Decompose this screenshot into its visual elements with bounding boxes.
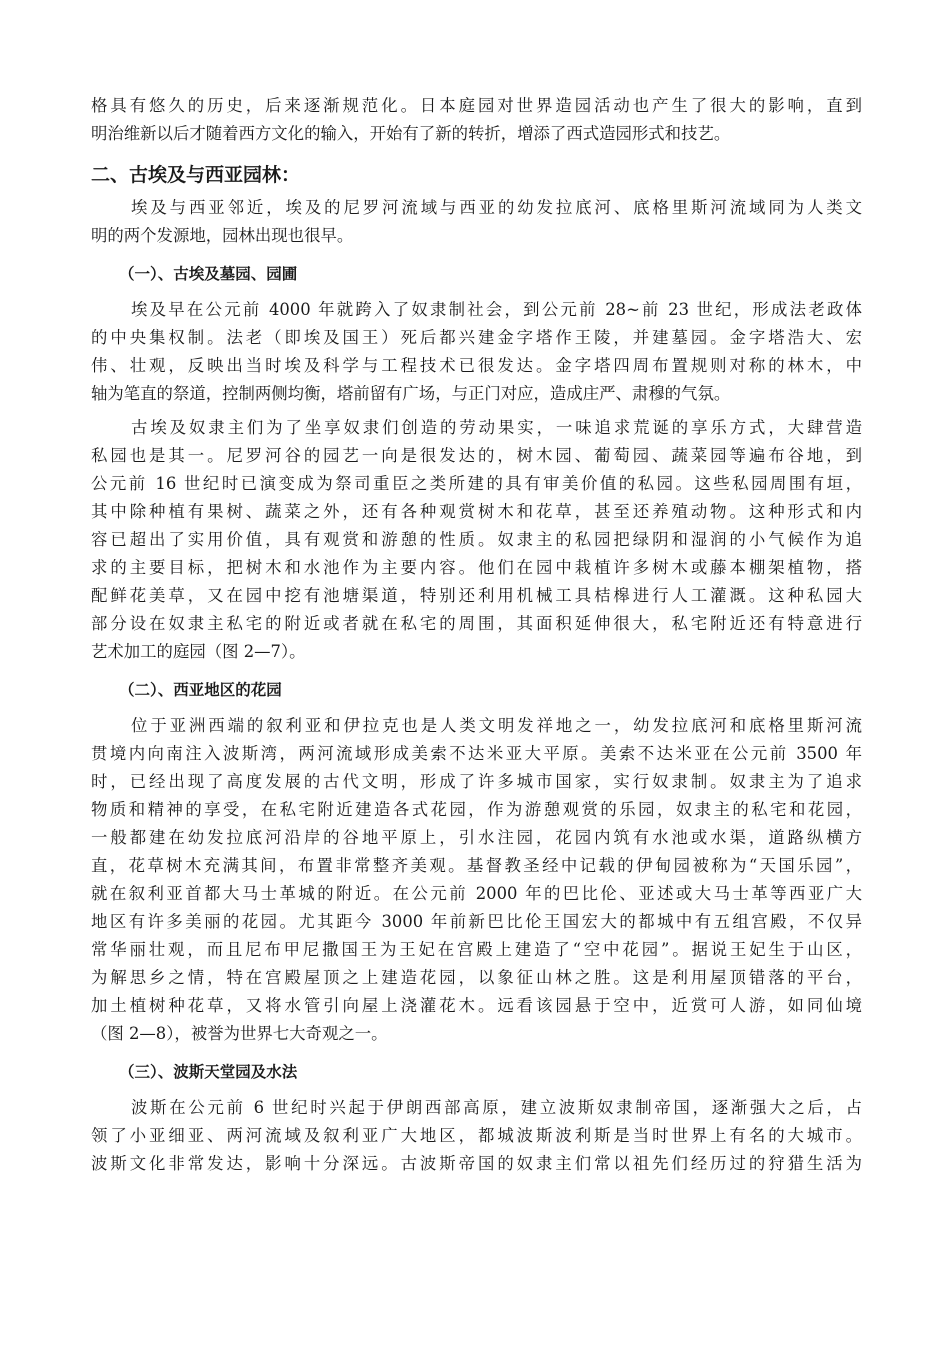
text-line: 时，已经出现了高度发展的古代文明，形成了许多城市国家，实行奴隶制。奴隶主为了追求	[91, 772, 862, 791]
subsection-heading-persia: （三）、波斯天堂园及水法	[119, 1063, 298, 1081]
text-line: 波斯在公元前 6 世纪时兴起于伊朗西部高原，建立波斯奴隶制帝国，逐渐强大之后，占	[131, 1098, 862, 1117]
text-line: 明的两个发源地，园林出现也很早。	[91, 226, 354, 245]
paragraph	[91, 1094, 862, 1178]
text-line: 常华丽壮观，而且尼布甲尼撒国王为王妃在宫殿上建造了“空中花园”。据说王妃生于山区，	[91, 940, 862, 959]
text-line: 伟、壮观，反映出当时埃及科学与工程技术已很发达。金字塔四周布置规则对称的林木，中	[91, 356, 862, 375]
text-line: 配鲜花美草，又在园中挖有池塘渠道，特别还利用机械工具桔槔进行人工灌溉。这种私园大	[91, 586, 862, 605]
text-line: 就在叙利亚首都大马士革城的附近。在公元前 2000 年的巴比伦、亚述或大马士革等西亚广大	[91, 884, 862, 903]
paragraph	[91, 712, 862, 1048]
text-line: 直，花草树木充满其间，布置非常整齐美观。基督教圣经中记载的伊甸园被称为“天国乐园”，	[91, 856, 862, 875]
text-line: 部分设在奴隶主私宅的附近或者就在私宅的周围，其面积延伸很大，私宅附近还有特意进行	[91, 614, 862, 633]
paragraph	[91, 296, 862, 408]
intro-paragraph	[91, 92, 862, 148]
text-line: 艺术加工的庭园（图 2—7）。	[91, 642, 306, 661]
text-line: 求的主要目标，把树木和水池作为主要内容。他们在园中栽植许多树木或藤本棚架植物，搭	[91, 558, 862, 577]
section-intro-paragraph	[91, 194, 862, 250]
text-line: 领了小亚细亚、两河流域及叙利亚广大地区，都城波斯波利斯是当时世界上有名的大城市。	[91, 1126, 862, 1145]
text-line: 地区有许多美丽的花园。尤其距今 3000 年前新巴比伦王国宏大的都城中有五组宫殿，不仅异	[91, 912, 862, 931]
text-line: 容已超出了实用价值，具有观赏和游憩的性质。奴隶主的私园把绿阴和湿润的小气候作为追	[91, 530, 862, 549]
text-line: 其中除种植有果树、蔬菜之外，还有各种观赏树木和花草，甚至还养殖动物。这种形式和内	[91, 502, 862, 521]
section-heading: 二、古埃及与西亚园林：	[91, 164, 301, 186]
text-line: 轴为笔直的祭道，控制两侧均衡，塔前留有广场，与正门对应，造成庄严、肃穆的气氛。	[91, 384, 731, 403]
text-line: 公元前 16 世纪时已演变成为祭司重臣之类所建的具有审美价值的私园。这些私园周围有垣，	[91, 474, 862, 493]
text-line: 私园也是其一。尼罗河谷的园艺一向是很发达的，树木园、葡萄园、蔬菜园等遍布谷地，到	[91, 446, 862, 465]
text-line: 贯境内向南注入波斯湾，两河流域形成美索不达米亚大平原。美索不达米亚在公元前 3500 年	[91, 744, 862, 763]
text-line: 埃及与西亚邻近，埃及的尼罗河流域与西亚的幼发拉底河、底格里斯河流域同为人类文	[131, 198, 862, 217]
document-page	[91, 92, 862, 1184]
text-line: 波斯文化非常发达，影响十分深远。古波斯帝国的奴隶主们常以祖先们经历过的狩猎生活为	[91, 1154, 862, 1173]
text-line: 加土植树种花草，又将水管引向屋上浇灌花木。远看该园悬于空中，近赏可人游，如同仙境	[91, 996, 862, 1015]
text-line: 物质和精神的享受，在私宅附近建造各式花园，作为游憩观赏的乐园，奴隶主的私宅和花园，	[91, 800, 862, 819]
text-line: 的中央集权制。法老（即埃及国王）死后都兴建金字塔作王陵，并建墓园。金字塔浩大、宏	[91, 328, 862, 347]
subsection-heading-egypt: （一）、古埃及墓园、园圃	[119, 265, 298, 283]
paragraph	[91, 414, 862, 666]
text-line: 埃及早在公元前 4000 年就跨入了奴隶制社会，到公元前 28~前 23 世纪，形成法老政体	[131, 300, 862, 319]
text-line: 明治维新以后才随着西方文化的输入，开始有了新的转折，增添了西式造园形式和技艺。	[91, 124, 731, 143]
text-line: 位于亚洲西端的叙利亚和伊拉克也是人类文明发祥地之一，幼发拉底河和底格里斯河流	[131, 716, 862, 735]
text-line: 为解思乡之情，特在宫殿屋顶之上建造花园，以象征山林之胜。这是利用屋顶错落的平台，	[91, 968, 862, 987]
text-line: （图 2—8），被誉为世界七大奇观之一。	[91, 1024, 388, 1043]
text-line: 一般都建在幼发拉底河沿岸的谷地平原上，引水注园，花园内筑有水池或水渠，道路纵横方	[91, 828, 862, 847]
subsection-heading-west-asia: （二）、西亚地区的花园	[119, 681, 282, 699]
text-line: 古埃及奴隶主们为了坐享奴隶们创造的劳动果实，一味追求荒诞的享乐方式，大肆营造	[131, 418, 862, 437]
text-line: 格具有悠久的历史，后来逐渐规范化。日本庭园对世界造园活动也产生了很大的影响，直到	[91, 96, 862, 115]
